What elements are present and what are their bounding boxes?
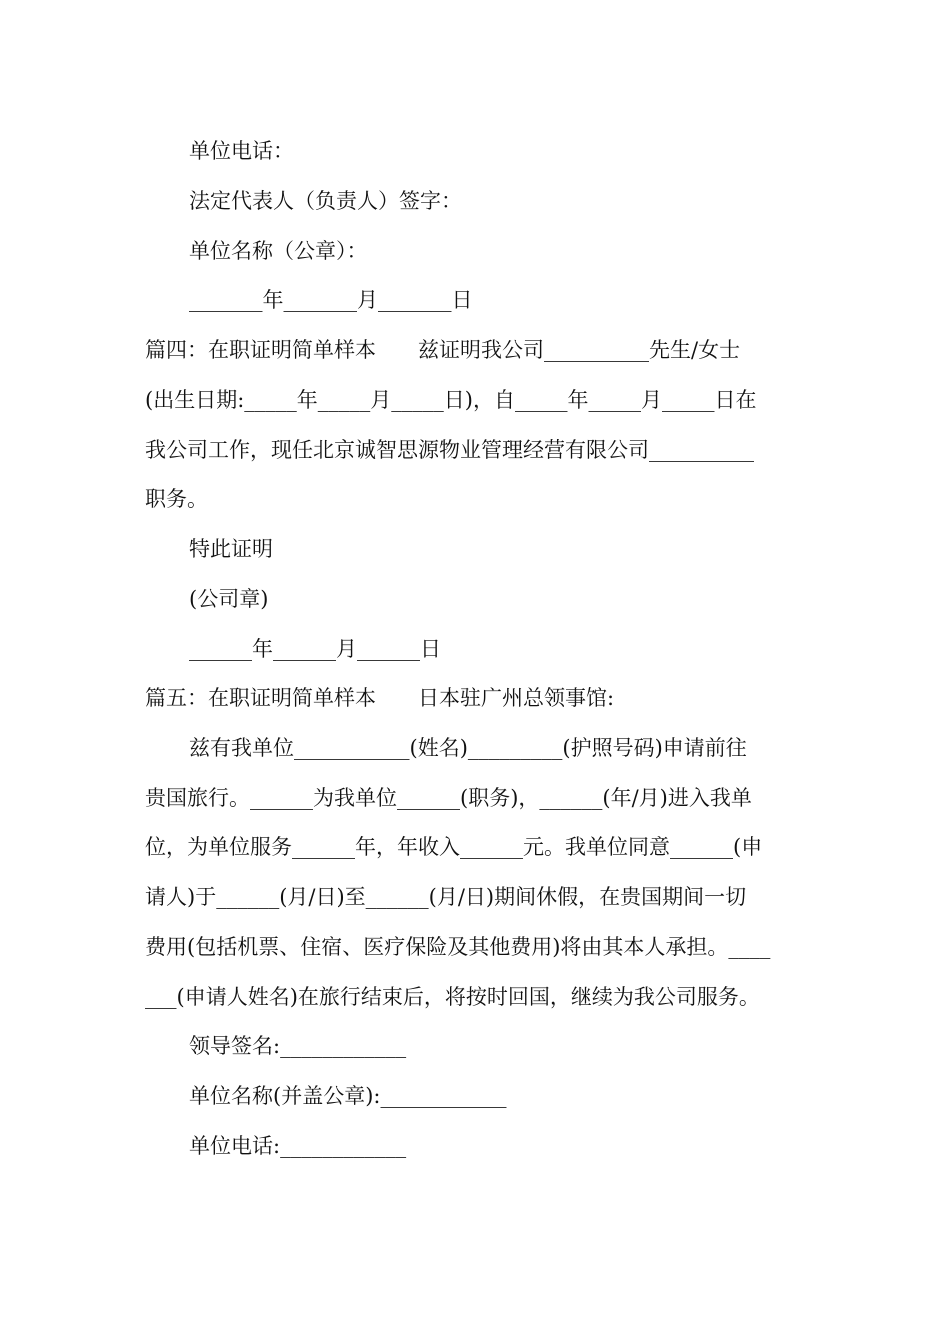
paragraph-line: 职务。 [145, 487, 208, 511]
unit-name-seal-line: 单位名称(并盖公章):____________ [189, 1084, 507, 1108]
paragraph-line: 我公司工作，现任北京诚智思源物业管理经营有限公司__________ [145, 438, 754, 462]
section-five-heading: 篇五：在职证明简单样本 日本驻广州总领事馆: [145, 686, 615, 710]
paragraph-line: 费用(包括机票、住宿、医疗保险及其他费用)将由其本人承担。____ [145, 935, 771, 959]
leader-signature-line: 领导签名:____________ [189, 1034, 407, 1058]
paragraph-line: 兹有我单位___________(姓名)_________(护照号码)申请前往 [189, 736, 747, 760]
unit-phone-line: 单位电话:____________ [189, 1134, 407, 1158]
unit-name-seal-line: 单位名称（公章）： [189, 239, 368, 263]
paragraph-line: 位，为单位服务______年，年收入______元。我单位同意______(申 [145, 835, 763, 859]
paragraph-line: 贵国旅行。______为我单位______(职务)，______(年/月)进入我单 [145, 786, 752, 810]
paragraph-line: (出生日期:_____年_____月_____日)，自_____年_____月_____日在 [145, 388, 757, 412]
legal-rep-signature-line: 法定代表人（负责人）签字： [189, 189, 462, 213]
date-line: ______年______月______日 [189, 637, 441, 661]
section-four-heading: 篇四：在职证明简单样本 兹证明我公司__________先生/女士 [145, 338, 741, 362]
certification-text: 特此证明 [189, 537, 273, 561]
paragraph-line: 请人)于______(月/日)至______(月/日)期间休假，在贵国期间一切 [145, 885, 747, 909]
paragraph-line: ___(申请人姓名)在旅行结束后，将按时回国，继续为我公司服务。 [145, 985, 760, 1009]
date-line: _______年_______月_______日 [189, 288, 473, 312]
unit-phone-line: 单位电话： [189, 139, 294, 163]
company-seal-text: (公司章) [189, 587, 269, 611]
